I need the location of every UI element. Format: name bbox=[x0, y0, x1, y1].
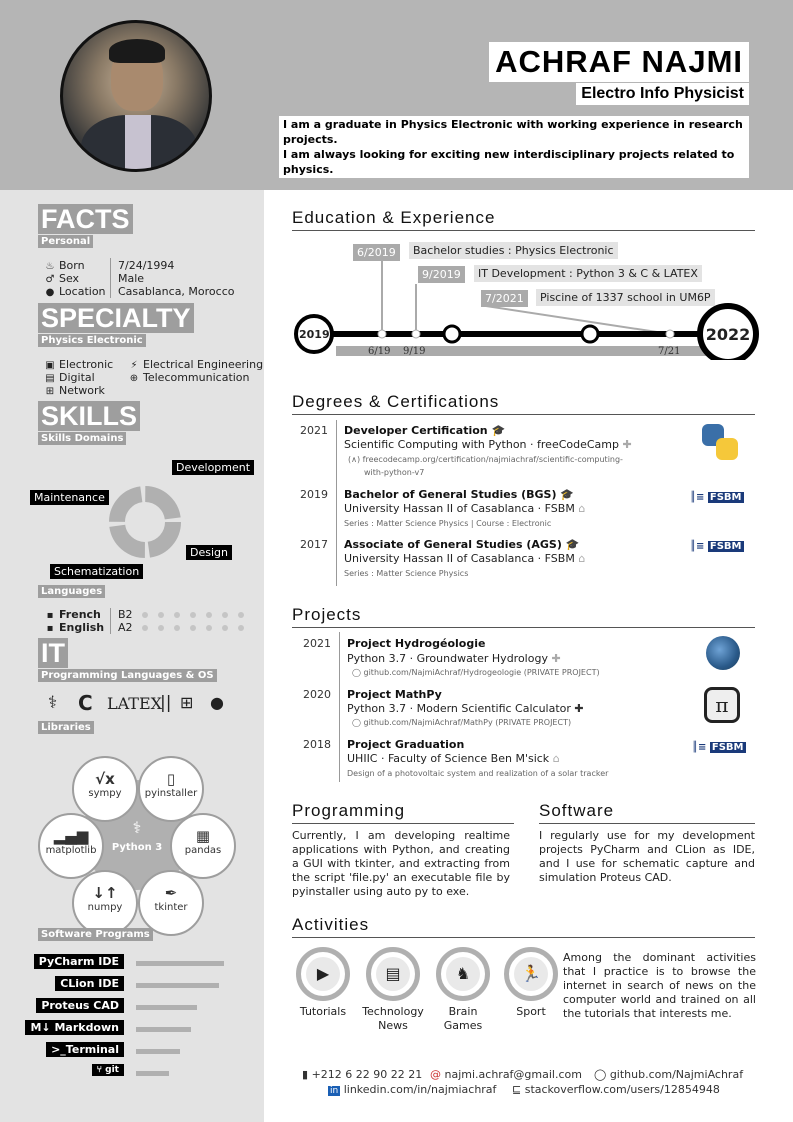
library-pandas: ▦ pandas bbox=[170, 813, 236, 879]
library-tkinter: ✒ tkinter bbox=[138, 870, 204, 936]
degree-2-year: 2019 bbox=[300, 488, 328, 501]
profile-photo bbox=[60, 20, 212, 172]
python-icon: ⚕ bbox=[48, 693, 58, 713]
activities-title: Activities bbox=[292, 915, 370, 934]
software-title: Software bbox=[539, 801, 615, 820]
software-proteus-bar bbox=[136, 1005, 197, 1010]
separator-icon: || bbox=[160, 693, 172, 713]
domain-maintenance: Maintenance bbox=[30, 490, 109, 505]
stackoverflow-icon: ⊑ bbox=[512, 1083, 525, 1096]
phone-icon: ▮ bbox=[302, 1068, 312, 1081]
library-sympy: √x sympy bbox=[72, 756, 138, 822]
github-icon: ◯ bbox=[352, 668, 364, 677]
institution-icon: ⌂ bbox=[578, 552, 586, 565]
git-icon: ⑂ bbox=[96, 1065, 106, 1075]
contact-phone[interactable]: ▮ +212 6 22 90 22 21 bbox=[302, 1068, 423, 1081]
matplotlib-icon: ▂▄▆ bbox=[53, 827, 89, 845]
activity-games-label: Brain Games bbox=[443, 1005, 483, 1032]
timeline-date-1: 6/2019 bbox=[353, 244, 400, 261]
programming-title: Programming bbox=[292, 801, 406, 820]
degree-3-sub: University Hassan II of Casablanca · FSBM ⌂ bbox=[344, 552, 586, 565]
lang-english: ▪ English bbox=[46, 621, 105, 634]
degree-1-note2: with-python-v7 bbox=[364, 468, 425, 477]
numpy-icon: ↓↑ bbox=[92, 884, 118, 902]
location-row: ● Location bbox=[45, 285, 106, 298]
degree-3-year: 2017 bbox=[300, 538, 328, 551]
fsbm-logo: ║≡ FSBM bbox=[690, 492, 742, 503]
degree-1-sub: Scientific Computing with Python · freeCodeCamp ✚ bbox=[344, 438, 632, 451]
chip-icon: ▣ bbox=[45, 360, 55, 371]
timeline-end: 2022 bbox=[705, 325, 751, 344]
library-numpy: ↓↑ numpy bbox=[72, 870, 138, 936]
puzzle-icon: ✚ bbox=[574, 702, 584, 715]
specialty-electrical: ⚡ Electrical Engineering bbox=[130, 358, 264, 371]
apple-icon: ● bbox=[210, 693, 224, 712]
play-icon: ▶ bbox=[306, 957, 340, 991]
intro-line-2: I am always looking for exciting new interdisciplinary projects related to physics. bbox=[283, 148, 735, 176]
graduation-cap-icon: 🎓 bbox=[491, 424, 506, 437]
institution-icon: ⌂ bbox=[552, 752, 560, 765]
tick-1: 6/19 bbox=[368, 346, 391, 357]
language-icon: ▪ bbox=[46, 610, 54, 621]
pin-icon: ● bbox=[45, 287, 55, 298]
pyinstaller-icon: ▯ bbox=[166, 770, 176, 788]
windows-icon: ⊞ bbox=[180, 693, 194, 712]
python-hub-label: Python 3 bbox=[111, 842, 163, 853]
born-value: 7/24/1994 bbox=[118, 259, 175, 272]
skills-donut-chart bbox=[105, 482, 185, 562]
fsbm-logo: ║≡ FSBM bbox=[692, 742, 744, 753]
degree-2-sub: University Hassan II of Casablanca · FSBM ⌂ bbox=[344, 502, 586, 515]
activity-sport bbox=[504, 947, 558, 1001]
degree-1-year: 2021 bbox=[300, 424, 328, 437]
tkinter-icon: ✒ bbox=[164, 884, 178, 902]
domain-design: Design bbox=[186, 545, 232, 560]
specialty-subtitle: Physics Electronic bbox=[38, 334, 146, 347]
location-value: Casablanca, Morocco bbox=[118, 285, 235, 298]
software-label: Software Programs bbox=[38, 928, 153, 941]
graduation-cap-icon: 🎓 bbox=[565, 538, 580, 551]
mathpy-logo: π bbox=[704, 687, 740, 723]
timeline-date-3: 7/2021 bbox=[481, 290, 528, 307]
degrees-title: Degrees & Certifications bbox=[292, 392, 500, 411]
graduation-cap-icon: 🎓 bbox=[560, 488, 575, 501]
person-icon: ♂ bbox=[45, 274, 55, 285]
lang-english-level: A2 bbox=[118, 621, 249, 634]
software-pycharm: PyCharm IDE bbox=[34, 954, 124, 969]
personal-label: Personal bbox=[38, 235, 93, 248]
timeline-label-1: Bachelor studies : Physics Electronic bbox=[409, 242, 618, 259]
degree-2-title: Bachelor of General Studies (BGS) 🎓 bbox=[344, 488, 575, 501]
project-2-sub: Python 3.7 · Modern Scientific Calculator ✚ bbox=[347, 702, 584, 715]
contact-stackoverflow[interactable]: ⊑ stackoverflow.com/users/12854948 bbox=[512, 1083, 720, 1096]
sympy-icon: √x bbox=[95, 770, 115, 788]
projects-title: Projects bbox=[292, 605, 362, 624]
pandas-icon: ▦ bbox=[195, 827, 211, 845]
lang-french: ▪ French bbox=[46, 608, 101, 621]
tick-2: 9/19 bbox=[403, 346, 426, 357]
project-2-year: 2020 bbox=[303, 688, 331, 701]
puzzle-icon: ✚ bbox=[551, 652, 561, 665]
activity-news-label: Technology News bbox=[362, 1005, 424, 1032]
software-proteus: Proteus CAD bbox=[36, 998, 124, 1013]
network-icon: ⊞ bbox=[45, 386, 55, 397]
activities-text: Among the dominant activities that I practice is to browse the internet in search of news on the computer world and trained on all the tutorials that interests me. bbox=[563, 951, 756, 1020]
born-row: ♨ Born bbox=[45, 259, 85, 272]
globe-logo bbox=[706, 636, 740, 670]
sex-value: Male bbox=[118, 272, 145, 285]
linkedin-icon: in bbox=[330, 1086, 339, 1096]
antenna-icon: ⊕ bbox=[129, 373, 139, 384]
project-1-note: ◯ github.com/NajmiAchraf/Hydrogeologie (PRIVATE PROJECT) bbox=[352, 668, 600, 677]
domain-schematization: Schematization bbox=[50, 564, 143, 579]
degree-3-note: Series : Matter Science Physics bbox=[344, 569, 469, 578]
project-2-title: Project MathPy bbox=[347, 688, 442, 701]
contact-linkedin[interactable]: in linkedin.com/in/najmiachraf bbox=[330, 1083, 497, 1096]
software-git-bar bbox=[136, 1071, 169, 1076]
full-name: ACHRAF NAJMI bbox=[489, 42, 749, 82]
latex-logo: LATEX bbox=[107, 694, 163, 713]
programming-text: Currently, I am developing realtime applications with Python, and creating a GUI with tkinter, and extracting from the script 'file.py' an executable file by pyinstaller using auto py to exe. bbox=[292, 829, 510, 898]
sidebar bbox=[0, 190, 264, 1122]
markdown-icon: M↓ bbox=[30, 1021, 55, 1034]
it-title: IT bbox=[38, 638, 68, 668]
timeline-date-2: 9/2019 bbox=[418, 266, 465, 283]
degree-1-note: (∧) freecodecamp.org/certification/najmiachraf/scientific-computing- bbox=[348, 455, 623, 464]
software-terminal: >_Terminal bbox=[46, 1042, 124, 1057]
library-pyinstaller: ▯ pyinstaller bbox=[138, 756, 204, 822]
c-language-icon: C bbox=[78, 691, 93, 715]
activity-games bbox=[436, 947, 490, 1001]
degree-2-note: Series : Matter Science Physics | Course : Electronic bbox=[344, 519, 552, 528]
software-clion: CLion IDE bbox=[55, 976, 124, 991]
python-logo bbox=[700, 422, 740, 462]
project-1-sub: Python 3.7 · Groundwater Hydrology ✚ bbox=[347, 652, 561, 665]
domain-development: Development bbox=[172, 460, 254, 475]
runner-icon: 🏃 bbox=[514, 957, 548, 991]
language-icon: ▪ bbox=[46, 623, 54, 634]
software-text: I regularly use for my development projects PyCharm and CLion as IDE, and I use for schematic capture and simulation Proteus CAD. bbox=[539, 829, 755, 884]
specialty-telecom: ⊕ Telecommunication bbox=[129, 371, 250, 384]
timeline-label-3: Piscine of 1337 school in UM6P bbox=[536, 289, 715, 306]
python-hub-icon: ⚕ bbox=[132, 818, 142, 837]
skills-title: SKILLS bbox=[38, 401, 140, 431]
software-markdown-bar bbox=[136, 1027, 191, 1032]
newspaper-icon: ▤ bbox=[376, 957, 410, 991]
degree-3-title: Associate of General Studies (AGS) 🎓 bbox=[344, 538, 580, 551]
libraries-label: Libraries bbox=[38, 721, 94, 734]
tick-3: 7/21 bbox=[658, 346, 681, 357]
activity-news bbox=[366, 947, 420, 1001]
contact-github[interactable]: ◯ github.com/NajmiAchraf bbox=[594, 1068, 744, 1081]
project-3-title: Project Graduation bbox=[347, 738, 465, 751]
email-icon: @ bbox=[430, 1068, 445, 1081]
timeline-start: 2019 bbox=[299, 328, 330, 341]
header bbox=[0, 0, 793, 190]
specialty-digital: ▤ Digital bbox=[45, 371, 95, 384]
digital-icon: ▤ bbox=[45, 373, 55, 384]
activity-tutorials bbox=[296, 947, 350, 1001]
software-git: ⑂ git bbox=[92, 1064, 124, 1076]
facts-title: FACTS bbox=[38, 204, 133, 234]
activity-tutorials-label: Tutorials bbox=[299, 1005, 347, 1018]
project-1-title: Project Hydrogéologie bbox=[347, 637, 486, 650]
intro-line-1: I am a graduate in Physics Electronic with working experience in research projects. bbox=[283, 118, 743, 146]
languages-label: Languages bbox=[38, 585, 105, 598]
specialty-title: SPECIALTY bbox=[38, 303, 194, 333]
institution-icon: ⌂ bbox=[578, 502, 586, 515]
plug-icon: ⚡ bbox=[130, 360, 138, 371]
software-clion-bar bbox=[136, 983, 219, 988]
puzzle-icon: ✚ bbox=[622, 438, 632, 451]
contact-email[interactable]: @ najmi.achraf@gmail.com bbox=[430, 1068, 582, 1081]
education-title: Education & Experience bbox=[292, 208, 496, 227]
project-3-sub: UHIIC · Faculty of Science Ben M'sick ⌂ bbox=[347, 752, 560, 765]
specialty-electronic: ▣ Electronic bbox=[45, 358, 114, 371]
timeline-graphic bbox=[290, 240, 765, 360]
project-1-year: 2021 bbox=[303, 637, 331, 650]
lang-french-level: B2 bbox=[118, 608, 249, 621]
cake-icon: ♨ bbox=[45, 261, 55, 272]
fsbm-logo: ║≡ FSBM bbox=[690, 541, 742, 552]
sex-row: ♂ Sex bbox=[45, 272, 80, 285]
activity-sport-label: Sport bbox=[516, 1005, 546, 1018]
chess-icon: ♞ bbox=[446, 957, 480, 991]
software-pycharm-bar bbox=[136, 961, 224, 966]
github-icon: ◯ bbox=[594, 1068, 610, 1081]
github-icon: ◯ bbox=[352, 718, 364, 727]
project-2-note: ◯ github.com/NajmiAchraf/MathPy (PRIVATE PROJECT) bbox=[352, 718, 572, 727]
software-markdown: M↓ Markdown bbox=[25, 1020, 124, 1035]
library-matplotlib: ▂▄▆ matplotlib bbox=[38, 813, 104, 879]
link-icon: (∧) bbox=[348, 455, 363, 464]
project-3-year: 2018 bbox=[303, 738, 331, 751]
job-title: Electro Info Physicist bbox=[576, 83, 749, 105]
degree-1-title: Developer Certification 🎓 bbox=[344, 424, 506, 437]
prog-label: Programming Languages & OS bbox=[38, 669, 217, 682]
software-terminal-bar bbox=[136, 1049, 180, 1054]
intro-text bbox=[279, 116, 749, 178]
timeline-label-2: IT Development : Python 3 & C & LATEX bbox=[474, 265, 702, 282]
skills-domains-label: Skills Domains bbox=[38, 432, 126, 445]
project-3-note: Design of a photovoltaic system and realization of a solar tracker bbox=[347, 769, 609, 778]
specialty-network: ⊞ Network bbox=[45, 384, 105, 397]
